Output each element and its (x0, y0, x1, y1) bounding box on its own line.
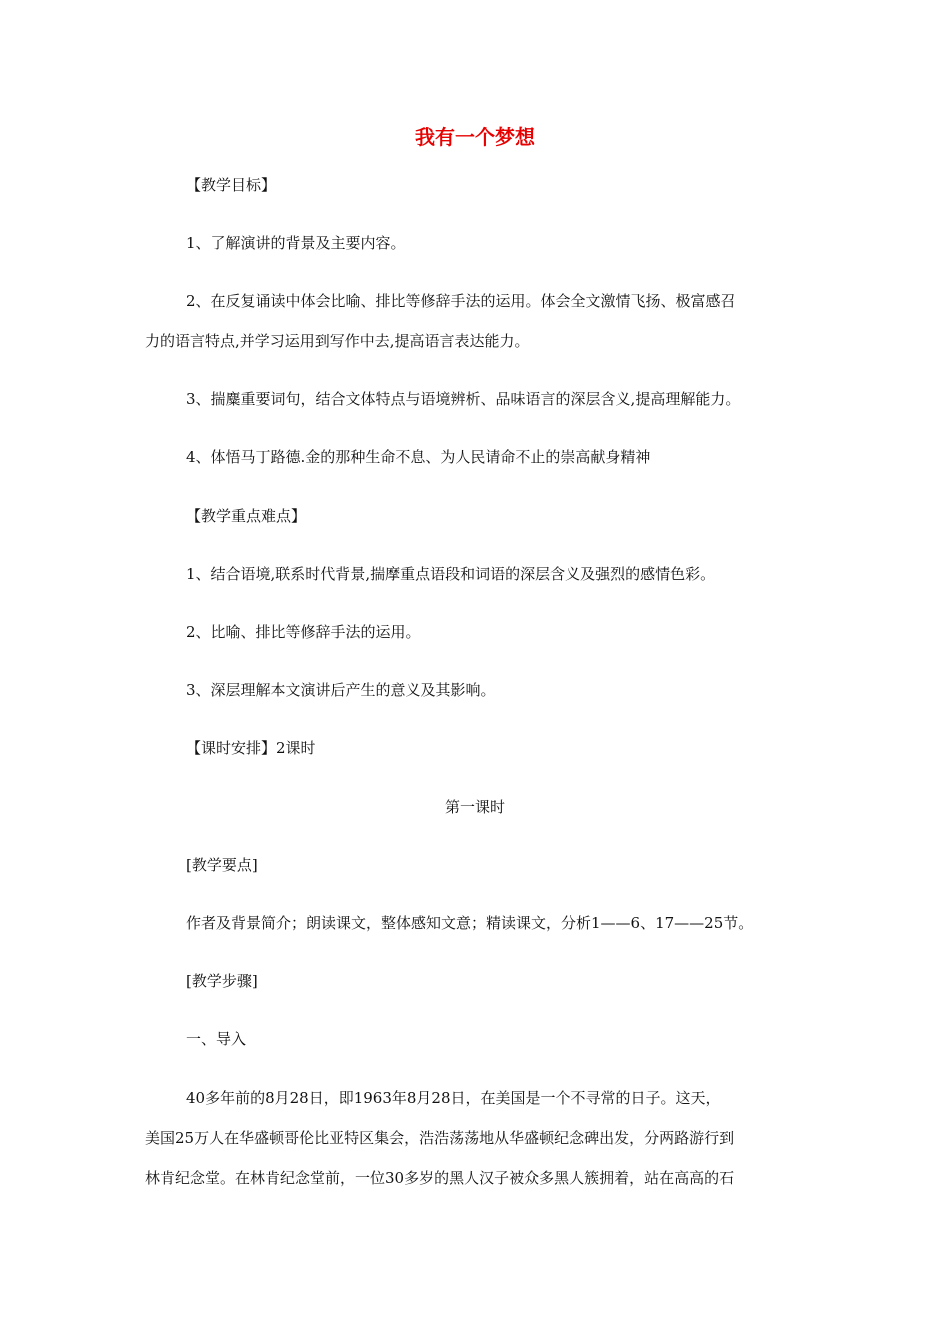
teaching-points-heading: [教学要点] (186, 856, 258, 874)
objective-item-2: 2、在反复诵读中体会比喻、排比等修辞手法的运用。体会全文激情飞扬、极富感召 (186, 292, 736, 310)
objective-item-1: 1、了解演讲的背景及主要内容。 (186, 234, 406, 252)
intro-heading: 一、导入 (186, 1030, 247, 1048)
teaching-points-text: 作者及背景简介；朗读课文，整体感知文意；精读课文，分析1——6、17——25节。 (186, 914, 754, 932)
intro-paragraph-line-2: 美国25万人在华盛顿哥伦比亚特区集会，浩浩荡荡地从华盛顿纪念碑出发，分两路游行到 (145, 1129, 735, 1147)
key-point-item-3: 3、深层理解本文演讲后产生的意义及其影响。 (186, 681, 496, 699)
steps-heading: [教学步骤] (186, 972, 258, 990)
intro-paragraph-line-1: 40多年前的8月28日，即1963年8月28日，在美国是一个不寻常的日子。这天， (186, 1089, 721, 1107)
key-points-heading: 【教学重点难点】 (186, 507, 307, 525)
key-point-item-1: 1、结合语境,联系时代背景,揣摩重点语段和词语的深层含义及强烈的感情色彩。 (186, 565, 716, 583)
schedule-line: 【课时安排】2课时 (186, 739, 316, 757)
objective-item-2-continued: 力的语言特点,并学习运用到写作中去,提高语言表达能力。 (145, 332, 530, 350)
objective-item-3: 3、揣麋重要词句，结合文体特点与语境辨析、品味语言的深层含义,提高理解能力。 (186, 390, 741, 408)
document-title: 我有一个梦想 (415, 125, 535, 149)
intro-paragraph-line-3: 林肯纪念堂。在林肯纪念堂前，一位30多岁的黑人汉子被众多黑人簇拥着，站在高高的石 (145, 1169, 735, 1187)
objectives-heading: 【教学目标】 (186, 176, 277, 194)
objective-item-4: 4、体悟马丁路德.金的那种生命不息、为人民请命不止的崇高献身精神 (186, 448, 651, 466)
key-point-item-2: 2、比喻、排比等修辞手法的运用。 (186, 623, 421, 641)
lesson-title: 第一课时 (444, 798, 505, 816)
